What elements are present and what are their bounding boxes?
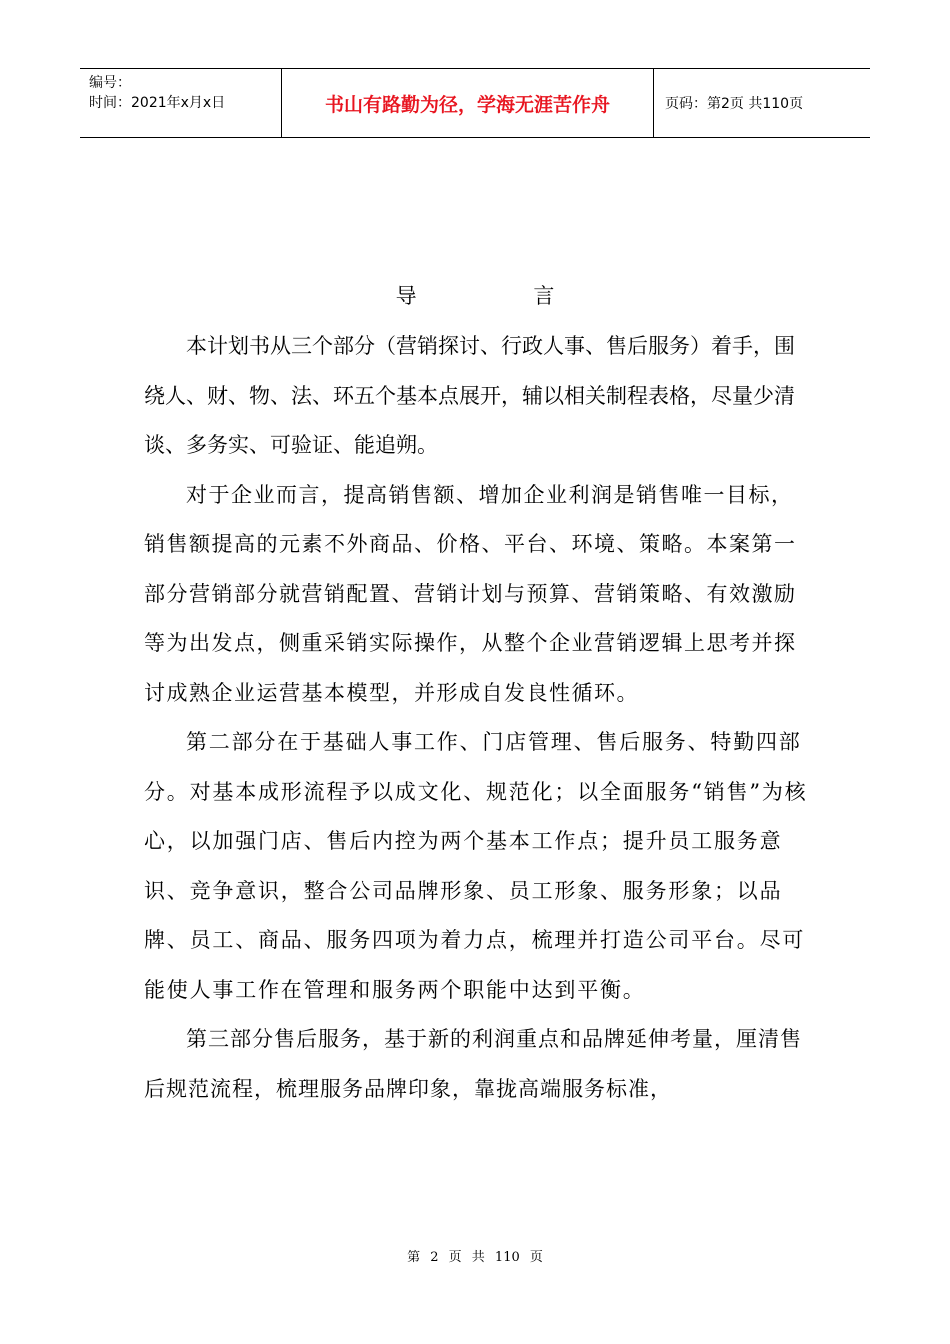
document-body (144, 322, 809, 1114)
header-meta (80, 69, 282, 137)
paragraph: 第二部分在于基础人事工作、门店管理、售后服务、特勤四部分。对基本成形流程予以成文化、规范化；以全面服务“销售”为核心，以加强门店、售后内控为两个基本工作点；提升员工服务意识、竞争意识，整合公司品牌形象、员工形象、服务形象；以品牌、员工、商品、服务四项为着力点，梳理并打造公司平台。尽可能使人事工作在管理和服务两个职能中达到平衡。 (144, 730, 808, 1002)
page-footer: 第 2 页 共 110 页 (407, 1250, 543, 1265)
header-page-info: 页码：第2页 共110页 (665, 96, 804, 112)
paragraph: 第三部分售后服务，基于新的利润重点和品牌延伸考量，厘清售后规范流程，梳理服务品牌印象，靠拢高端服务标准， (144, 1027, 802, 1101)
paragraph: 对于企业而言，提高销售额、增加企业利润是销售唯一目标，销售额提高的元素不外商品、价格、平台、环境、策略。本案第一部分营销部分就营销配置、营销计划与预算、营销策略、有效激励等为出发点，侧重采销实际操作，从整个企业营销逻辑上思考并探讨成熟企业运营基本模型，并形成自发良性循环。 (144, 482, 797, 705)
document-time-label: 时间：2021年x月x日 (89, 95, 226, 111)
page-header (80, 68, 870, 138)
header-motto: 书山有路勤为径，学海无涯苦作舟 (282, 69, 654, 137)
document-title: 导 言 (395, 284, 610, 308)
document-number-label: 编号： (89, 75, 131, 91)
paragraph: 本计划书从三个部分（营销探讨、行政人事、售后服务）着手，围绕人、财、物、法、环五个基本点展开，辅以相关制程表格，尽量少清谈、多务实、可验证、能追朔。 (144, 334, 795, 457)
